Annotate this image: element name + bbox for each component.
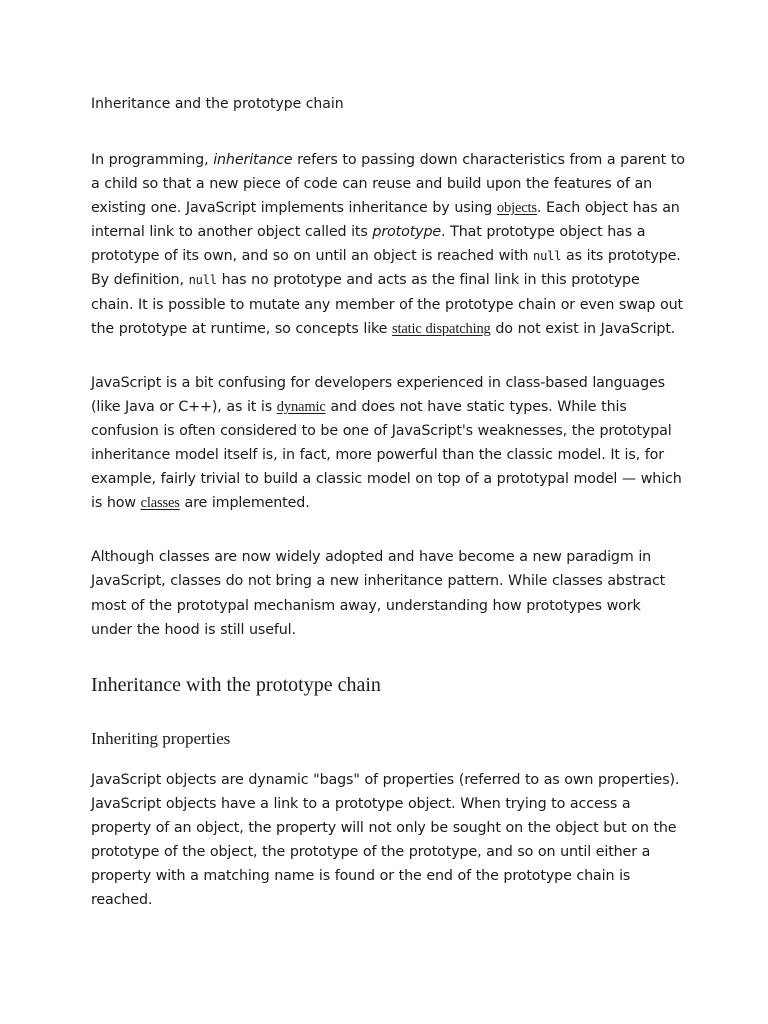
inheriting-properties-paragraph: JavaScript objects are dynamic "bags" of properties (referred to as own properties). JavaScript objects have a link to a prototype object. When trying to access a property of an object, the property will not only be sought on the object but on the prototype of the object, the prototype of the prototype, and so on until either a property with a matching name is found or the end of the prototype chain is reached. [91,771,680,909]
subsection-heading: Inheriting properties [91,728,231,748]
intro-text-2: refers to passing down characteristics from a parent to a child so that a new piece of code can reuse and build upon the features of an existing one. JavaScript implements inheritance by using [91,152,685,217]
intro-text-3: . Each object has an internal link to another object called its [91,200,680,241]
code-null-2: null [188,273,217,288]
code-null-1: null [533,249,562,264]
intro-text-6: has no prototype and acts as the final link in this prototype chain. It is possible to mutate any member of the prototype chain or even swap out the prototype at runtime, so concepts like [91,272,683,337]
confusion-text-1: JavaScript is a bit confusing for developers experienced in class-based languages (like Java or C++), as it is [91,374,665,415]
intro-paragraph [91,148,685,341]
intro-text-5: as its prototype. By definition, [91,248,681,289]
intro-text-7: do not exist in JavaScript. [490,320,676,337]
classes-paragraph: Although classes are now widely adopted and have become a new paradigm in JavaScript, classes do not bring a new inheritance pattern. While classes abstract most of the prototypal mechanism away, understanding how prototypes work under the hood is still useful. [91,549,666,638]
document-page [91,94,685,942]
link-static-dispatching[interactable]: static dispatching [391,320,491,337]
section-heading: Inheritance with the prototype chain [91,673,381,696]
link-dynamic[interactable]: dynamic [276,398,326,415]
confusion-paragraph [91,371,685,516]
link-classes[interactable]: classes [140,495,180,512]
emphasis-inheritance: inheritance [213,152,293,168]
emphasis-prototype: prototype [372,224,442,241]
document-title: Inheritance and the prototype chain [91,96,344,112]
link-objects[interactable]: objects [496,200,537,217]
intro-text-4: . That prototype object has a prototype of its own, and so on until an object is reached with [91,224,646,265]
confusion-text-2: and does not have static types. While this confusion is often considered to be one of JavaScript's weaknesses, the prototypal inheritance model itself is, in fact, more powerful than the classic model. It is, for example, fairly trivial to build a classic model on top of a prototypal model — which is how [91,398,682,512]
intro-text-1: In programming, [91,152,214,168]
confusion-text-3: are implemented. [179,495,310,512]
